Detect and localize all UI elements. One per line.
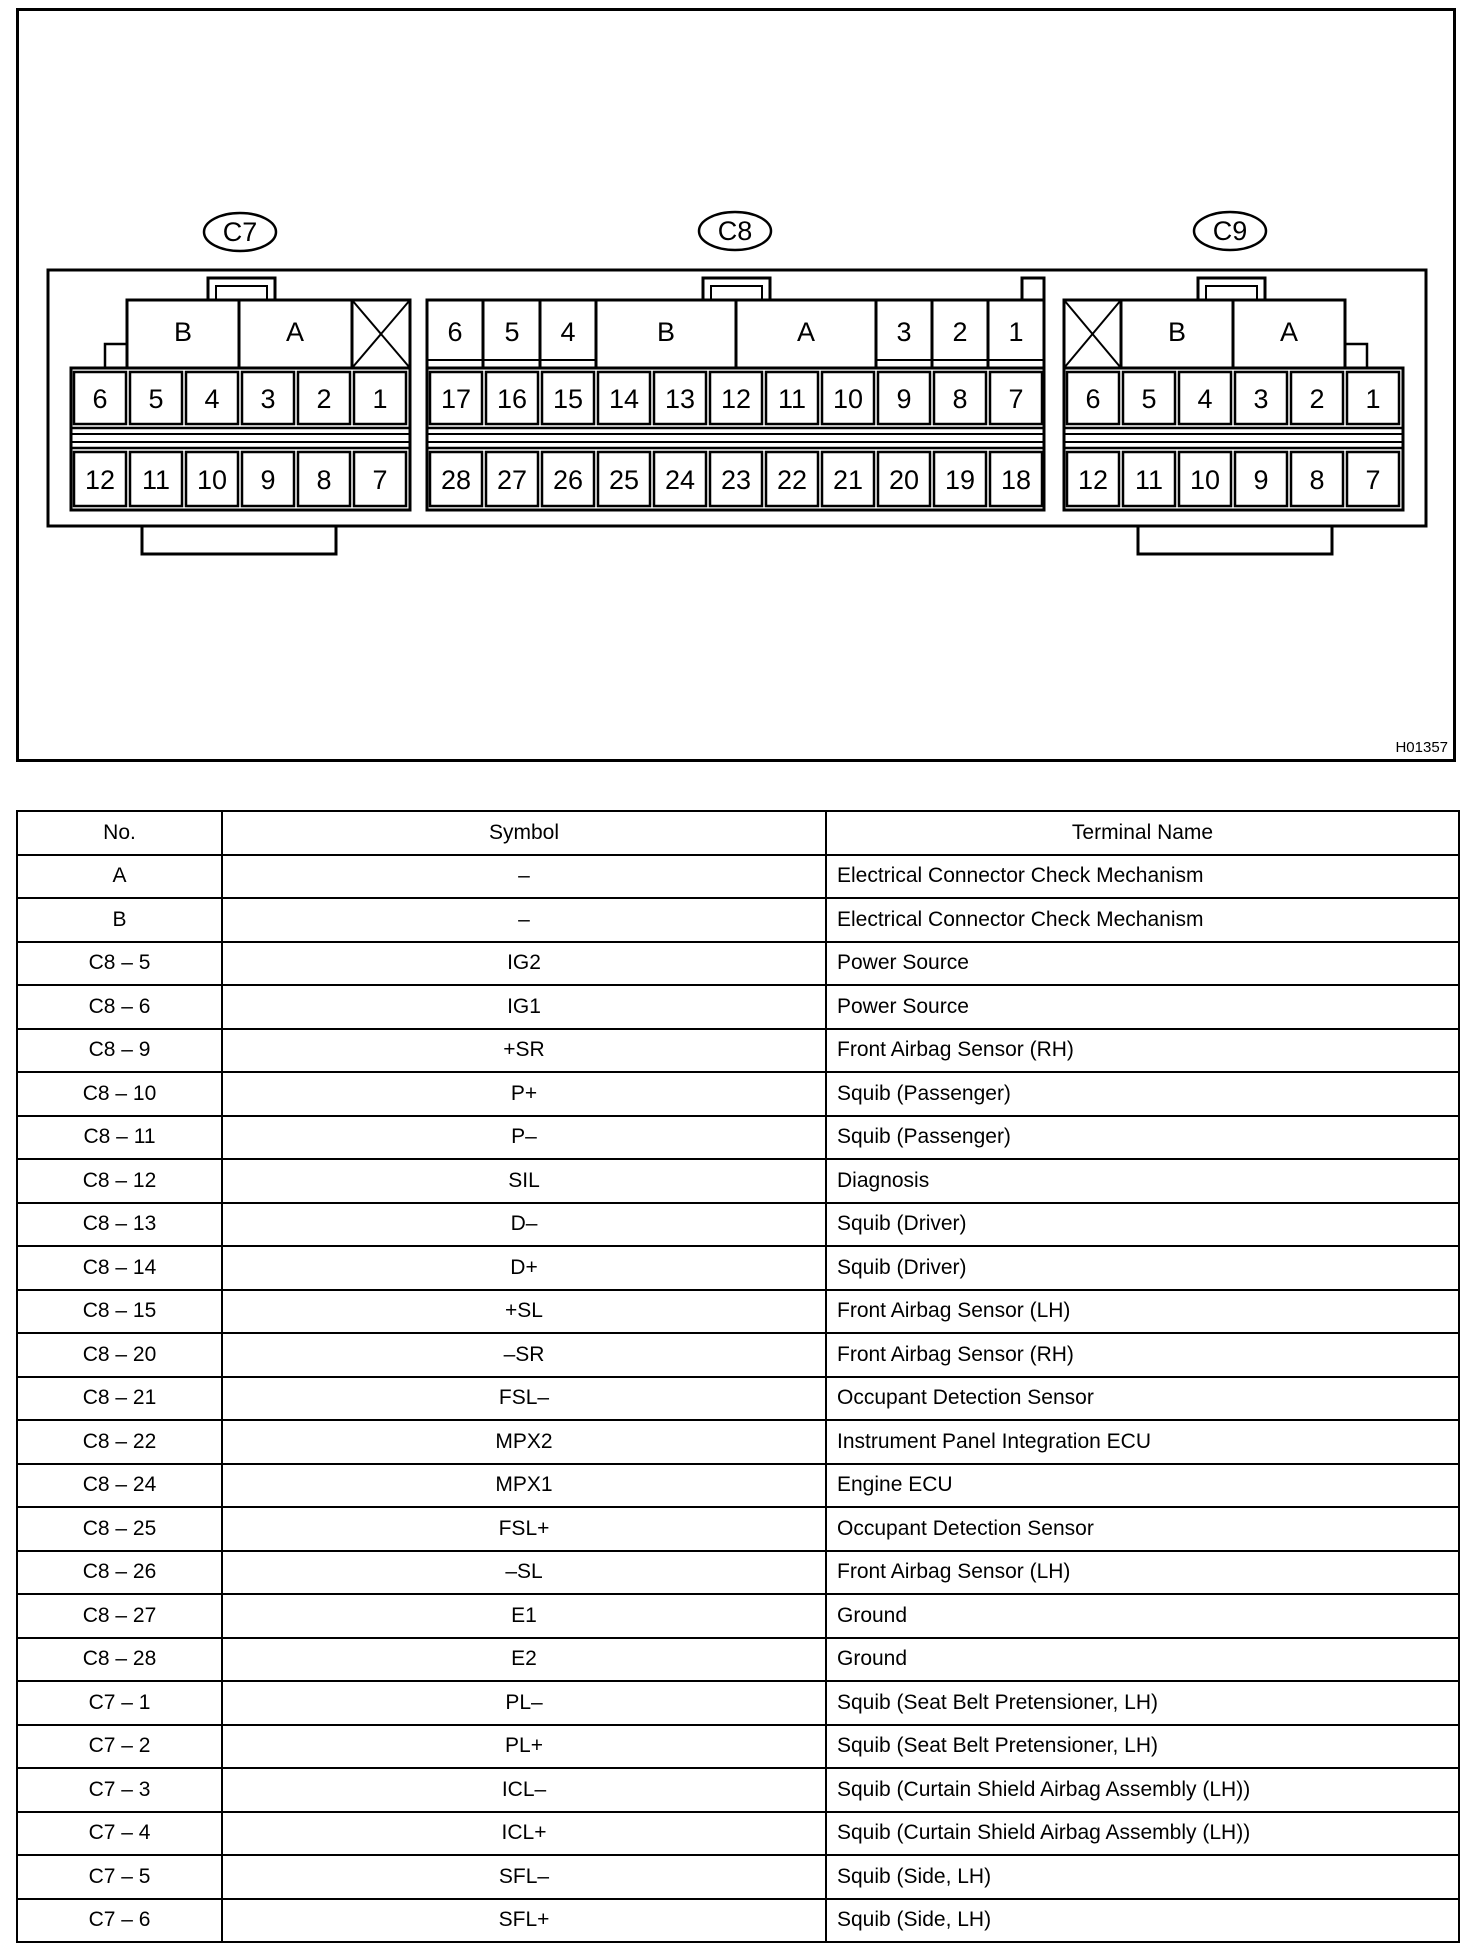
pin-number: 10 xyxy=(1189,465,1221,495)
check-mechanism-a-label: A xyxy=(1279,317,1299,347)
connector-c8 xyxy=(427,212,1044,510)
pin-number: 27 xyxy=(496,465,528,495)
table-row xyxy=(17,1203,1459,1247)
terminal-no: C8 – 25 xyxy=(17,1507,222,1551)
pin-label: 5 xyxy=(504,317,520,347)
check-mechanism-b-label: B xyxy=(656,317,676,347)
terminal-symbol: P+ xyxy=(222,1072,826,1116)
table-row xyxy=(17,1420,1459,1464)
terminal-name: Engine ECU xyxy=(826,1464,1459,1508)
upper-row xyxy=(127,300,410,368)
table-row xyxy=(17,1507,1459,1551)
check-mechanism-a-label: A xyxy=(796,317,816,347)
connector-c7 xyxy=(71,213,410,510)
table-row xyxy=(17,1899,1459,1943)
terminal-name: Ground xyxy=(826,1638,1459,1682)
pin-number: 22 xyxy=(776,465,808,495)
terminal-name: Squib (Passenger) xyxy=(826,1116,1459,1160)
terminal-symbol: – xyxy=(222,855,826,899)
table-row xyxy=(17,898,1459,942)
terminal-symbol: P– xyxy=(222,1116,826,1160)
terminal-no: C8 – 26 xyxy=(17,1551,222,1595)
terminal-no: C7 – 3 xyxy=(17,1768,222,1812)
terminal-symbol: +SR xyxy=(222,1029,826,1073)
terminal-no: C8 – 9 xyxy=(17,1029,222,1073)
terminal-no: B xyxy=(17,898,222,942)
pin-number: 8 xyxy=(316,465,332,495)
table-row xyxy=(17,1072,1459,1116)
latch xyxy=(711,286,762,300)
table-row xyxy=(17,1725,1459,1769)
terminal-no: C7 – 1 xyxy=(17,1681,222,1725)
pin-number: 3 xyxy=(1253,384,1269,414)
terminal-symbol: IG2 xyxy=(222,942,826,986)
pin-number: 1 xyxy=(372,384,388,414)
pin-number: 18 xyxy=(1000,465,1032,495)
table-row xyxy=(17,1377,1459,1421)
pin-number: 5 xyxy=(1141,384,1157,414)
pin-block xyxy=(71,368,410,510)
terminal-no: C8 – 14 xyxy=(17,1246,222,1290)
terminal-name: Squib (Driver) xyxy=(826,1246,1459,1290)
terminal-no: C8 – 11 xyxy=(17,1116,222,1160)
latch xyxy=(1206,286,1257,300)
latch xyxy=(703,278,770,300)
terminal-no: C8 – 5 xyxy=(17,942,222,986)
terminal-name: Squib (Seat Belt Pretensioner, LH) xyxy=(826,1725,1459,1769)
pin-number: 12 xyxy=(720,384,752,414)
terminal-symbol: +SL xyxy=(222,1290,826,1334)
terminal-name: Diagnosis xyxy=(826,1159,1459,1203)
terminal-symbol: MPX2 xyxy=(222,1420,826,1464)
terminal-symbol: SFL– xyxy=(222,1855,826,1899)
terminal-symbol: E1 xyxy=(222,1594,826,1638)
terminal-name: Electrical Connector Check Mechanism xyxy=(826,898,1459,942)
pin-number: 21 xyxy=(832,465,864,495)
connector-c8-label: C8 xyxy=(717,216,753,246)
latch xyxy=(1198,278,1265,300)
pin-number: 10 xyxy=(196,465,228,495)
connector-c7-label: C7 xyxy=(222,217,258,247)
terminal-symbol: –SR xyxy=(222,1333,826,1377)
upper-row xyxy=(1064,300,1345,368)
table-row xyxy=(17,1551,1459,1595)
pin-number: 28 xyxy=(440,465,472,495)
terminal-name: Instrument Panel Integration ECU xyxy=(826,1420,1459,1464)
terminal-name: Power Source xyxy=(826,985,1459,1029)
table-row xyxy=(17,1812,1459,1856)
pin-number: 17 xyxy=(440,384,472,414)
terminal-name: Front Airbag Sensor (RH) xyxy=(826,1029,1459,1073)
housing-lug-right xyxy=(1138,526,1332,554)
terminal-name: Squib (Side, LH) xyxy=(826,1855,1459,1899)
terminal-name: Squib (Curtain Shield Airbag Assembly (LH)) xyxy=(826,1812,1459,1856)
connector-c9-label: C9 xyxy=(1212,216,1248,246)
table-row xyxy=(17,1029,1459,1073)
pin-number: 12 xyxy=(84,465,116,495)
terminal-symbol: FSL+ xyxy=(222,1507,826,1551)
terminal-symbol: ICL– xyxy=(222,1768,826,1812)
pin-number: 11 xyxy=(777,384,807,414)
pin-number: 1 xyxy=(1365,384,1381,414)
check-mechanism-b-label: B xyxy=(1167,317,1187,347)
table-row xyxy=(17,1681,1459,1725)
table-row xyxy=(17,855,1459,899)
pin-block xyxy=(1064,368,1403,510)
terminal-name: Squib (Driver) xyxy=(826,1203,1459,1247)
header-terminal-name: Terminal Name xyxy=(826,811,1459,855)
pin-number: 6 xyxy=(1085,384,1101,414)
table-row xyxy=(17,1159,1459,1203)
terminal-no: C8 – 22 xyxy=(17,1420,222,1464)
housing-lug-left xyxy=(142,526,336,554)
table-header-row xyxy=(17,811,1459,855)
terminal-symbol: PL– xyxy=(222,1681,826,1725)
pin-label: 6 xyxy=(447,317,463,347)
key-notch xyxy=(1345,344,1367,368)
terminal-no: C7 – 4 xyxy=(17,1812,222,1856)
terminal-symbol: FSL– xyxy=(222,1377,826,1421)
pin-number: 11 xyxy=(141,465,171,495)
pin-number: 24 xyxy=(664,465,696,495)
pin-number: 7 xyxy=(372,465,388,495)
terminal-no: C8 – 10 xyxy=(17,1072,222,1116)
check-mechanism-b-label: B xyxy=(173,317,193,347)
figure-id: H01357 xyxy=(1395,739,1448,756)
pin-number: 26 xyxy=(552,465,584,495)
pin-number: 2 xyxy=(1309,384,1325,414)
terminal-no: C7 – 6 xyxy=(17,1899,222,1943)
pin-label: 3 xyxy=(896,317,912,347)
terminal-symbol: D– xyxy=(222,1203,826,1247)
terminal-name: Power Source xyxy=(826,942,1459,986)
pin-number: 8 xyxy=(952,384,968,414)
terminal-name: Electrical Connector Check Mechanism xyxy=(826,855,1459,899)
pin-number: 14 xyxy=(608,384,640,414)
terminal-no: C8 – 24 xyxy=(17,1464,222,1508)
pin-number: 5 xyxy=(148,384,164,414)
connector-c9 xyxy=(1064,212,1403,510)
pin-number: 8 xyxy=(1309,465,1325,495)
pin-number: 11 xyxy=(1134,465,1164,495)
table-row xyxy=(17,942,1459,986)
terminal-symbol: – xyxy=(222,898,826,942)
pin-number: 7 xyxy=(1008,384,1024,414)
terminal-no: C8 – 12 xyxy=(17,1159,222,1203)
pin-number: 4 xyxy=(1197,384,1213,414)
pin-label: 4 xyxy=(560,317,576,347)
terminal-no: C8 – 15 xyxy=(17,1290,222,1334)
table-row xyxy=(17,1333,1459,1377)
key-notch xyxy=(105,344,127,368)
terminal-name: Squib (Side, LH) xyxy=(826,1899,1459,1943)
terminal-name: Squib (Curtain Shield Airbag Assembly (LH)) xyxy=(826,1768,1459,1812)
latch xyxy=(216,286,267,300)
pin-number: 15 xyxy=(552,384,584,414)
terminal-name: Front Airbag Sensor (LH) xyxy=(826,1290,1459,1334)
terminal-symbol: MPX1 xyxy=(222,1464,826,1508)
pin-number: 23 xyxy=(720,465,752,495)
connector-c7-pins xyxy=(74,372,406,506)
table-row xyxy=(17,1638,1459,1682)
pin-number: 6 xyxy=(92,384,108,414)
terminal-symbol: –SL xyxy=(222,1551,826,1595)
pin-number: 9 xyxy=(260,465,276,495)
table-row xyxy=(17,1464,1459,1508)
terminal-name: Ground xyxy=(826,1594,1459,1638)
terminal-no: C8 – 21 xyxy=(17,1377,222,1421)
pin-number: 9 xyxy=(1253,465,1269,495)
terminal-no: C7 – 2 xyxy=(17,1725,222,1769)
header-no: No. xyxy=(17,811,222,855)
pin-number: 20 xyxy=(888,465,920,495)
terminal-name: Occupant Detection Sensor xyxy=(826,1377,1459,1421)
terminal-no: A xyxy=(17,855,222,899)
connector-diagram xyxy=(0,0,1472,780)
terminal-symbol: ICL+ xyxy=(222,1812,826,1856)
pin-label: 1 xyxy=(1008,317,1024,347)
terminal-symbol: IG1 xyxy=(222,985,826,1029)
latch xyxy=(1022,278,1044,300)
pin-number: 12 xyxy=(1077,465,1109,495)
pin-number: 16 xyxy=(496,384,528,414)
pin-number: 19 xyxy=(944,465,976,495)
terminal-symbol: SFL+ xyxy=(222,1899,826,1943)
pin-number: 13 xyxy=(664,384,696,414)
terminal-no: C8 – 28 xyxy=(17,1638,222,1682)
table-row xyxy=(17,1768,1459,1812)
table-row xyxy=(17,1855,1459,1899)
terminal-no: C8 – 6 xyxy=(17,985,222,1029)
terminal-table xyxy=(16,810,1460,1943)
pin-number: 25 xyxy=(608,465,640,495)
table-row xyxy=(17,1116,1459,1160)
table-body xyxy=(17,855,1459,1943)
terminal-name: Squib (Seat Belt Pretensioner, LH) xyxy=(826,1681,1459,1725)
pin-number: 2 xyxy=(316,384,332,414)
connector-c8-pins xyxy=(430,372,1042,506)
terminal-name: Front Airbag Sensor (RH) xyxy=(826,1333,1459,1377)
check-mechanism-a-label: A xyxy=(285,317,305,347)
table-row xyxy=(17,1290,1459,1334)
terminal-no: C8 – 27 xyxy=(17,1594,222,1638)
pin-number: 3 xyxy=(260,384,276,414)
terminal-no: C8 – 13 xyxy=(17,1203,222,1247)
terminal-symbol: D+ xyxy=(222,1246,826,1290)
table-row xyxy=(17,1594,1459,1638)
table-row xyxy=(17,1246,1459,1290)
latch xyxy=(208,278,275,300)
terminal-symbol: PL+ xyxy=(222,1725,826,1769)
terminal-no: C7 – 5 xyxy=(17,1855,222,1899)
pin-number: 9 xyxy=(896,384,912,414)
table-row xyxy=(17,985,1459,1029)
terminal-symbol: SIL xyxy=(222,1159,826,1203)
pin-number: 10 xyxy=(832,384,864,414)
pin-number: 4 xyxy=(204,384,220,414)
terminal-name: Squib (Passenger) xyxy=(826,1072,1459,1116)
terminal-name: Occupant Detection Sensor xyxy=(826,1507,1459,1551)
header-symbol: Symbol xyxy=(222,811,826,855)
pin-number: 7 xyxy=(1365,465,1381,495)
terminal-symbol: E2 xyxy=(222,1638,826,1682)
terminal-name: Front Airbag Sensor (LH) xyxy=(826,1551,1459,1595)
connector-c9-pins xyxy=(1067,372,1399,506)
pin-label: 2 xyxy=(952,317,968,347)
terminal-no: C8 – 20 xyxy=(17,1333,222,1377)
